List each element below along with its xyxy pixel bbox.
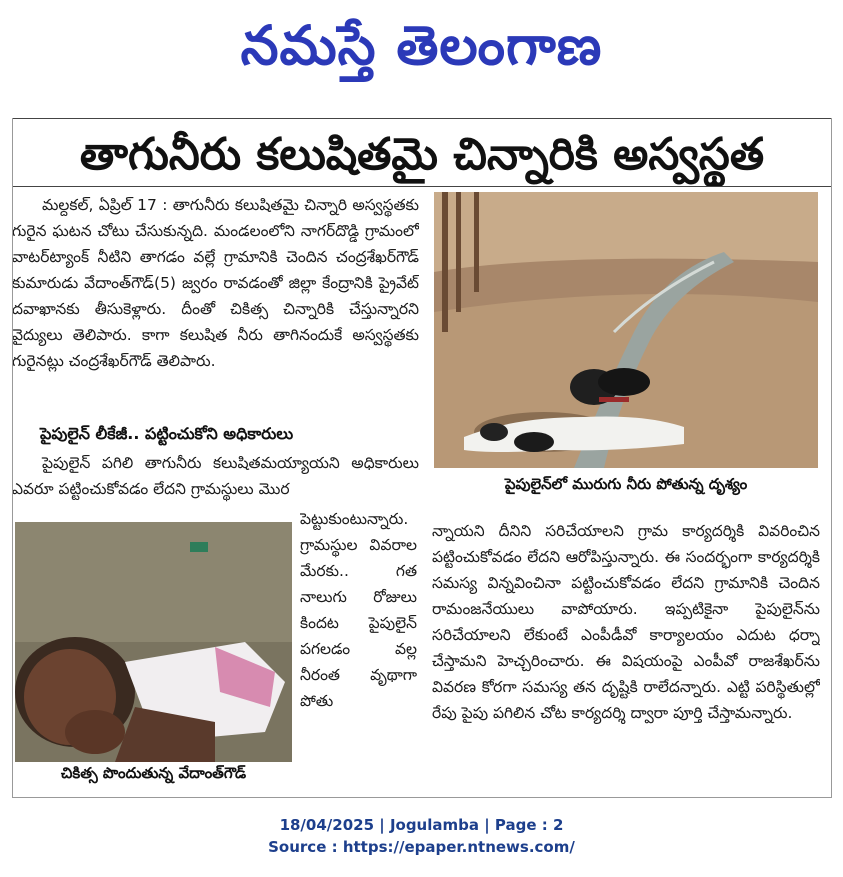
pipeline-photo-caption: పైపులైన్‌లో మురుగు నీరు పోతున్న దృశ్యం (504, 475, 748, 493)
pipeline-photo-illustration (434, 192, 818, 468)
child-photo-illustration (15, 522, 292, 762)
body-right-column-block (432, 518, 820, 780)
newspaper-masthead (0, 0, 843, 105)
lead-paragraph: మల్దకల్, ఏప్రిల్ 17 : తాగునీరు కలుషితమై చిన్నారి అస్వస్థతకు గురైన ఘటన చోటు చేసుకున్నది. మండలంలోని నాగర్‌దొడ్డి గ్రామంలో వాటర్‌ట్యాంక్ నీటిని తాగడం వల్లే గ్రామానికి చెందిన చంద్రశేఖర్‌గౌడ్ కుమారుడు వేదాంత్‌గౌడ్(5) జ్వరం రావడంతో జిల్లా కేంద్రానికి ప్రైవేట్ దవాఖానకు తీసుకెళ్లారు. దీంతో చికిత్స చిన్నారికి చేస్తున్నారని వైద్యులు తెలిపారు. కాగా కలుషిత నీరు తాగినందుకే అస్వస్థతకు గురైనట్లు చంద్రశేఖర్‌గౌడ్ తెలిపారు. (12, 196, 419, 370)
article-subheading: పైపులైన్ లీకేజీ.. పట్టించుకోని అధికారులు (40, 424, 294, 443)
body-paragraph-start: పైపులైన్ పగిలి తాగునీరు కలుషితమయ్యాయని అధికారులు ఎవరూ పట్టించుకోవడం లేదని గ్రామస్థులు మొర (12, 454, 419, 498)
child-photo (15, 522, 292, 762)
body-right-column: న్నాయని దీనిని సరిచేయాలని గ్రామ కార్యదర్శికి వివరించిన పట్టించుకోవడం లేదని ఆరోపిస్తున్నారు. ఈ సందర్భంగా కార్యదర్శికి సమస్య విన్నవించినా పట్టించుకోవడం లేదని గ్రామానికి చెందిన రామంజనేయులు వాపోయారు. ఇప్పటికైనా పైపులైన్‌ను సరిచేయాలని లేకుంటే ఎంపీడీవో కార్యాలయం ఎదుట ధర్నా చేస్తామని హెచ్చరించారు. ఈ విషయంపై ఎంపీవో రాజశేఖర్‌ను వివరణ కోరగా సమస్య తన దృష్టికి రాలేదన్నారు. ఎట్టి పరిస్థితుల్లో రేపు పైపు పగిలిన చోట కార్యదర్శి ద్వారా పూర్తి చేస్తామన్నారు. (432, 522, 820, 722)
masthead-title: నమస్తే తెలంగాణ (240, 14, 603, 77)
footer-source: Source : https://epaper.ntnews.com/ (268, 838, 575, 856)
lead-paragraph-block (12, 192, 419, 414)
article-headline: తాగునీరు కలుషితమై చిన్నారికి అస్వస్థత (79, 129, 765, 180)
child-photo-caption: చికిత్స పొందుతున్న వేదాంత్‌గౌడ్ (15, 762, 292, 784)
top-rule (12, 118, 832, 119)
body-paragraph-start-block (12, 450, 419, 504)
headline-rule (12, 186, 832, 187)
footer-date-edition: 18/04/2025 | Jogulamba | Page : 2 (279, 816, 564, 834)
body-narrow-column: పెట్టుకుంటున్నారు. గ్రామస్థుల వివరాల మేరకు.. గత నాలుగు రోజులు కిందట పైపులైన్ పగలడం వల్ల నీరంత వృథాగా పోతు (300, 510, 417, 710)
pipeline-photo (434, 192, 818, 468)
body-narrow-column-block (300, 506, 417, 786)
